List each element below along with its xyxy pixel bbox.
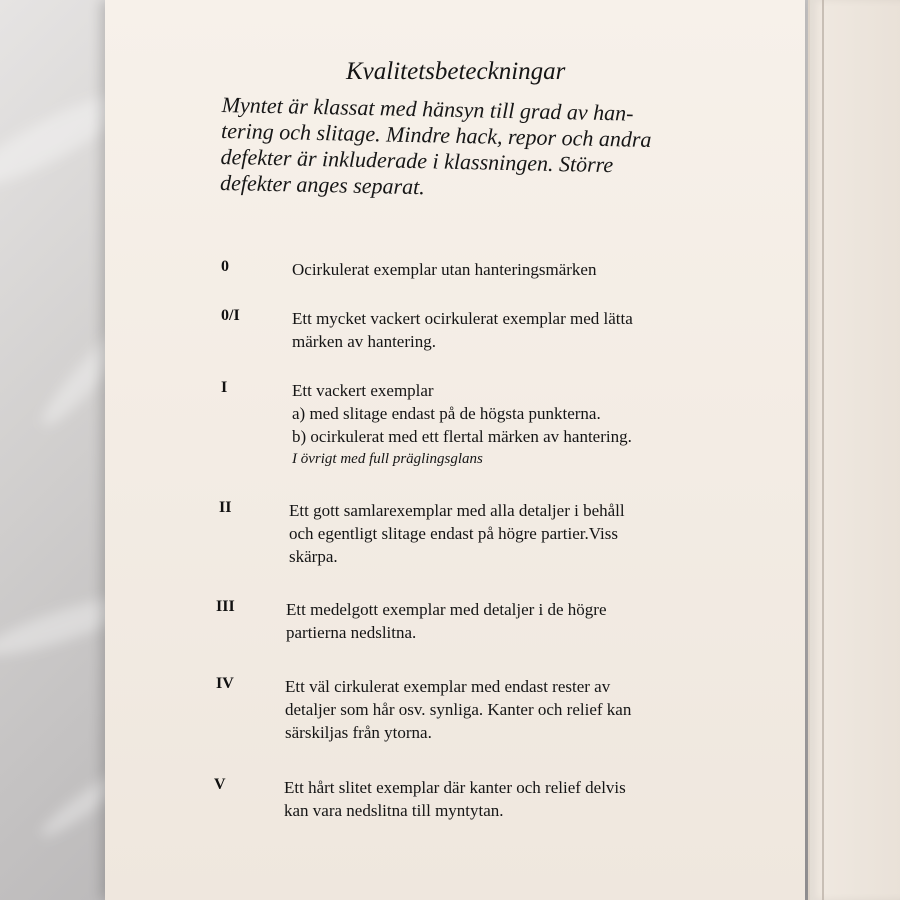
description-line: skärpa. — [289, 547, 338, 566]
description-line: märken av hantering. — [292, 332, 436, 351]
grade-label: II — [219, 499, 232, 516]
intro-line: defekter anges separat. — [219, 169, 425, 200]
description-line: detaljer som hår osv. synliga. Kanter och relief kan — [285, 700, 632, 719]
description-note: I övrigt med full präglingsglans — [292, 451, 483, 467]
description-line: kan vara nedslitna till myntytan. — [284, 801, 504, 820]
description-line: Ett väl cirkulerat exemplar med endast rester av — [285, 677, 611, 696]
description-line: Ocirkulerat exemplar utan hanteringsmärken — [292, 260, 597, 279]
description-line: partierna nedslitna. — [286, 623, 417, 642]
document-title: Kvalitetsbeteckningar — [346, 58, 566, 85]
grade-label: IV — [216, 675, 234, 692]
grade-description — [292, 379, 632, 471]
description-line: och egentligt slitage endast på högre partier.Viss — [289, 524, 618, 543]
intro-line: defekter är inkluderade i klassningen. Större — [220, 143, 614, 178]
grade-description — [292, 307, 633, 353]
grade-label: 0 — [221, 258, 229, 275]
paper-edge-line — [822, 0, 824, 900]
description-line: särskiljas från ytorna. — [285, 723, 432, 742]
description-line: b) ocirkulerat med ett flertal märken av hantering. — [292, 427, 632, 446]
intro-paragraph — [220, 92, 712, 206]
description-line: Ett gott samlarexemplar med alla detaljer i behåll — [289, 501, 625, 520]
grade-description — [286, 598, 607, 644]
grade-description — [292, 258, 596, 281]
description-line: Ett vackert exemplar — [292, 381, 434, 400]
grade-description — [284, 776, 626, 822]
grade-label: I — [221, 379, 228, 396]
grade-label: V — [214, 776, 226, 793]
grade-description — [289, 499, 625, 568]
grade-description — [285, 675, 631, 744]
description-line: a) med slitage endast på de högsta punkterna. — [292, 404, 601, 423]
description-line: Ett hårt slitet exemplar där kanter och relief delvis — [284, 778, 626, 797]
intro-line: Myntet är klassat med hänsyn till grad av han- — [221, 92, 634, 126]
grade-label: III — [216, 598, 235, 615]
description-line: Ett mycket vackert ocirkulerat exemplar med lätta — [292, 309, 633, 328]
intro-line: tering och slitage. Mindre hack, repor och andra — [220, 117, 652, 153]
description-line: Ett medelgott exemplar med detaljer i de högre — [286, 600, 607, 619]
grade-label: 0/I — [221, 307, 240, 324]
